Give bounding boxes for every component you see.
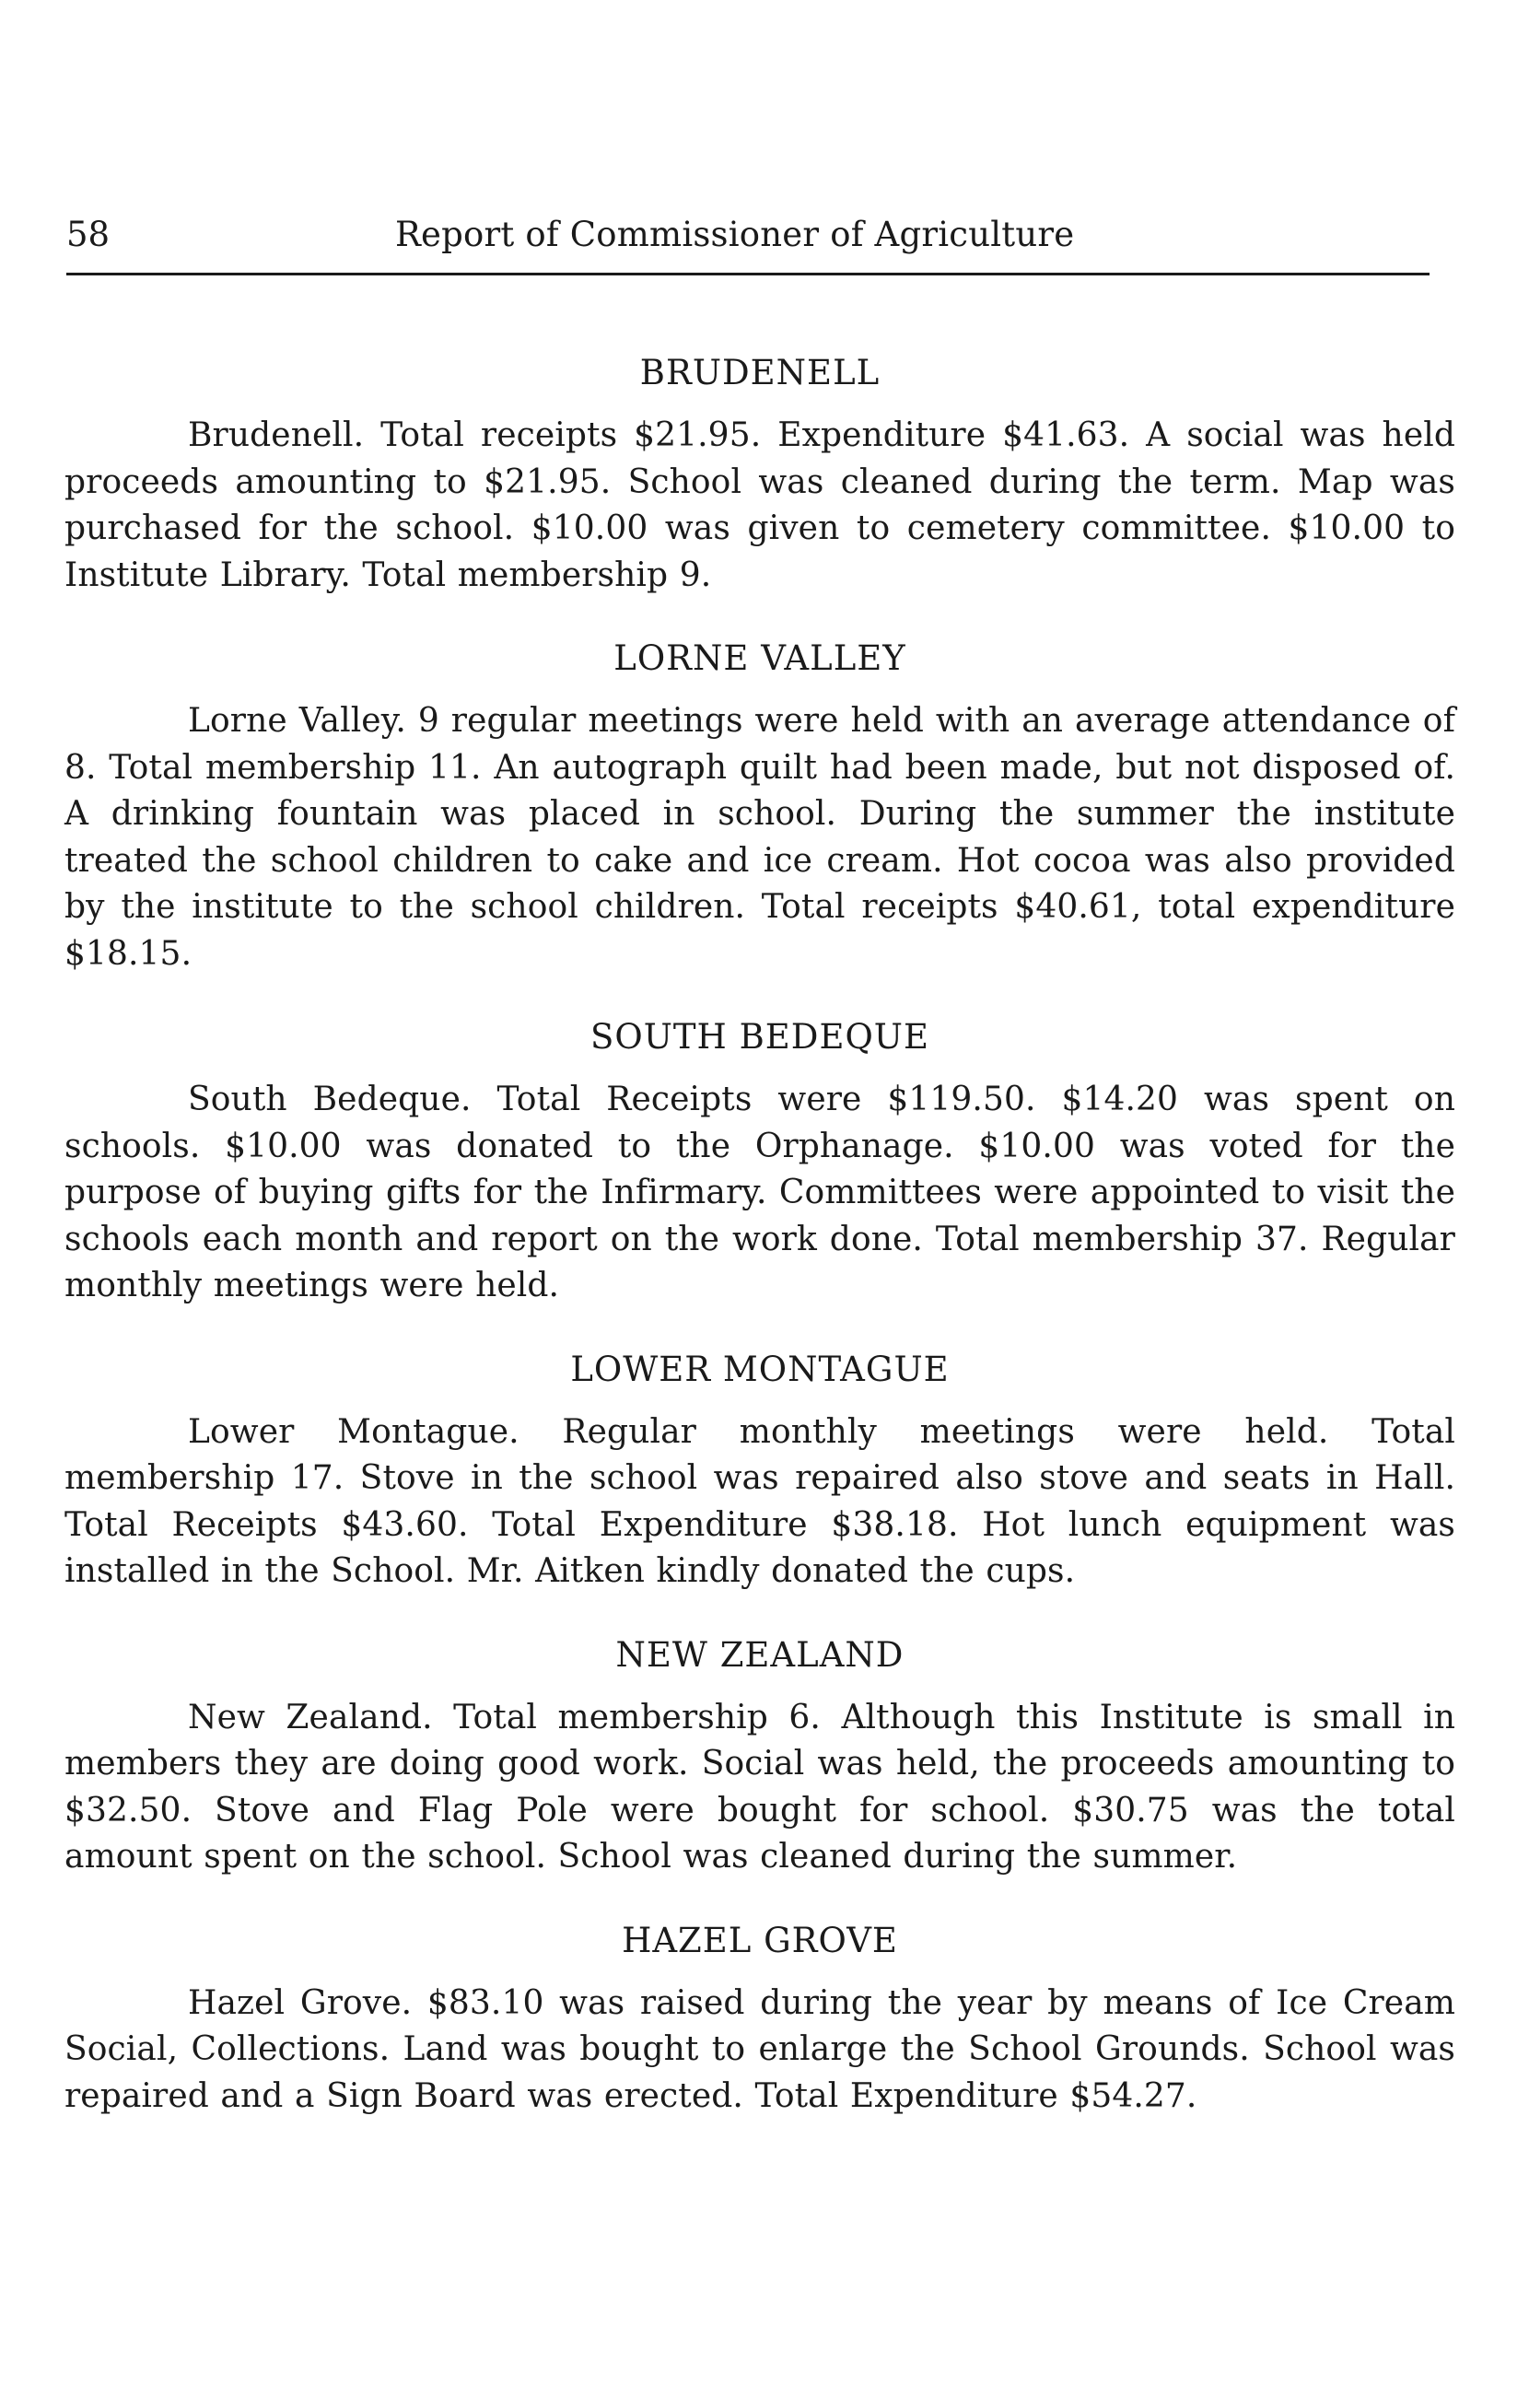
page-number: 58	[66, 215, 111, 254]
running-title: Report of Commissioner of Agriculture	[395, 215, 1075, 254]
section-new-zealand	[64, 1632, 1455, 1881]
section-paragraph: Hazel Grove. $83.10 was raised during the year by means of Ice Cream Social, Collections. Land was bought to enlarge the School Grounds. School was repaired and a Sign Board was erected. Total Expenditure $54.27.	[64, 1983, 1455, 2115]
section-heading: LOWER MONTAGUE	[570, 1349, 950, 1389]
section-paragraph: South Bedeque. Total Receipts were $119.50. $14.20 was spent on schools. $10.00 was donated to the Orphanage. $10.00 was voted for the purpose of buying gifts for the Infirmary. Committees were appointed to visit the schools each month and report on the work done. Total membership 37. Regular monthly meetings were held.	[64, 1081, 1455, 1304]
section-paragraph: Lorne Valley. 9 regular meetings were held with an average attendance of 8. Total membership 11. An autograph quilt had been made, but not disposed of. A drinking fountain was placed in school. During the summer the institute treated the school children to cake and ice cream. Hot cocoa was also provided by the institute to the school children. Total receipts $40.61, total expenditure $18.15.	[64, 702, 1455, 973]
section-heading: HAZEL GROVE	[622, 1920, 898, 1960]
section-south-bedeque	[64, 1014, 1455, 1310]
section-heading: NEW ZEALAND	[615, 1634, 905, 1675]
running-head	[66, 207, 1439, 263]
section-hazel-grove	[64, 1918, 1455, 2121]
section-paragraph: New Zealand. Total membership 6. Although this Institute is small in members they are doing good work. Social was held, the proceeds amounting to $32.50. Stove and Flag Pole were bought for school. $30.75 was the total amount spent on the school. School was cleaned during the summer.	[64, 1698, 1455, 1876]
section-heading: LORNE VALLEY	[613, 638, 906, 678]
section-lorne-valley	[64, 636, 1455, 977]
section-paragraph: Brudenell. Total receipts $21.95. Expenditure $41.63. A social was held proceeds amounting to $21.95. School was cleaned during the term. Map was purchased for the school. $10.00 was given to cemetery committee. $10.00 to Institute Library. Total membership 9.	[64, 416, 1455, 594]
section-heading: SOUTH BEDEQUE	[590, 1017, 929, 1057]
section-lower-montague	[64, 1347, 1455, 1596]
section-paragraph: Lower Montague. Regular monthly meetings were held. Total membership 17. Stove in the school was repaired also stove and seats in Hall. Total Receipts $43.60. Total Expenditure $38.18. Hot lunch equipment was installed in the School. Mr. Aitken kindly donated the cups.	[64, 1412, 1455, 1590]
report-content	[64, 350, 1455, 2157]
section-heading: BRUDENELL	[639, 353, 881, 392]
header-rule	[66, 273, 1430, 275]
section-brudenell	[64, 350, 1455, 599]
